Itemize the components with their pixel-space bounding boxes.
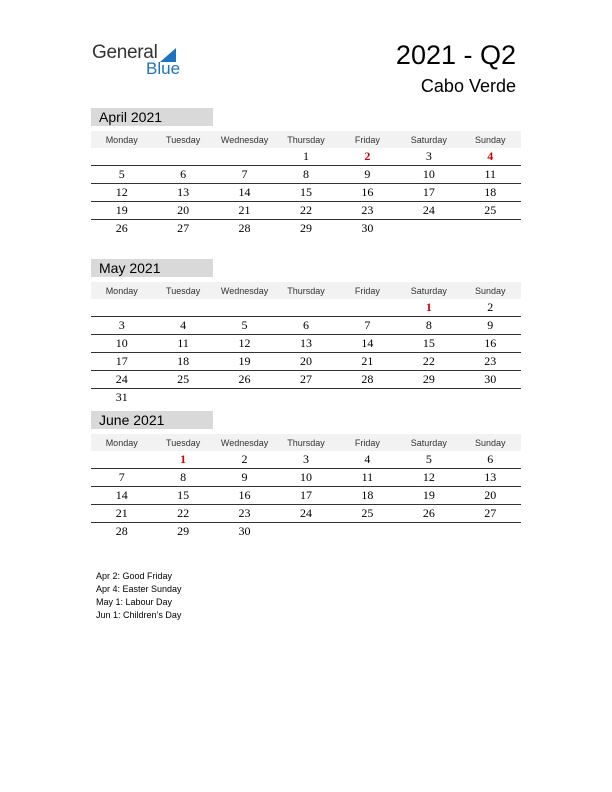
day-cell: 7 [364, 318, 371, 332]
day-cell: 9 [364, 167, 371, 181]
day-cell: 8 [302, 167, 309, 181]
day-cell: 4 [180, 318, 187, 332]
day-cell: 2 [487, 300, 494, 314]
holiday-note: May 1: Labour Day [96, 597, 173, 607]
weekday-label: Wednesday [220, 437, 269, 448]
day-cell: 16 [238, 488, 251, 502]
week-row [91, 505, 521, 523]
weekday-label: Monday [105, 134, 138, 145]
week-row [91, 353, 521, 371]
day-cell: 9 [487, 318, 494, 332]
day-cell: 26 [115, 221, 128, 235]
day-cell: 16 [361, 185, 374, 199]
day-cell: 21 [361, 354, 374, 368]
month-title: June 2021 [91, 411, 213, 429]
day-cell: 18 [177, 354, 190, 368]
week-row [91, 184, 521, 202]
day-cell: 19 [238, 354, 251, 368]
day-cell: 30 [361, 221, 374, 235]
day-cell: 30 [484, 372, 497, 386]
day-cell: 16 [484, 336, 497, 350]
weekday-header-row [91, 434, 521, 451]
week-row [91, 451, 521, 469]
weekday-label: Friday [354, 437, 380, 448]
day-cell: 27 [484, 506, 497, 520]
day-cell: 15 [422, 336, 435, 350]
weekday-header-row [91, 131, 521, 148]
weekday-label: Monday [105, 437, 138, 448]
brand-logo [92, 42, 192, 78]
day-cell: 21 [238, 203, 251, 217]
day-cell: 21 [115, 506, 128, 520]
day-cell: 14 [238, 185, 251, 199]
day-cell: 24 [422, 203, 435, 217]
day-cell: 26 [238, 372, 251, 386]
weekday-label: Wednesday [220, 285, 269, 296]
weekday-label: Friday [354, 285, 380, 296]
day-cell: 5 [425, 452, 432, 466]
logo-word-blue: Blue [146, 59, 181, 78]
week-row [91, 389, 521, 406]
week-row [91, 523, 521, 540]
day-cell: 6 [180, 167, 187, 181]
day-cell: 15 [299, 185, 312, 199]
day-cell: 8 [425, 318, 432, 332]
day-cell: 8 [180, 470, 187, 484]
day-cell: 31 [115, 390, 128, 404]
holiday-note: Jun 1: Children’s Day [96, 610, 182, 620]
day-cell: 6 [302, 318, 309, 332]
day-cell: 12 [422, 470, 435, 484]
day-cell: 11 [484, 167, 497, 181]
day-cell: 29 [299, 221, 312, 235]
holiday-day-cell: 1 [180, 452, 187, 466]
day-cell: 3 [118, 318, 125, 332]
weekday-label: Sunday [474, 134, 506, 145]
week-row [91, 220, 521, 237]
weekday-label: Tuesday [166, 134, 201, 145]
day-cell: 12 [115, 185, 128, 199]
week-row [91, 487, 521, 505]
day-cell: 27 [177, 221, 190, 235]
day-cell: 25 [484, 203, 497, 217]
day-cell: 24 [115, 372, 128, 386]
month-title: May 2021 [91, 259, 213, 277]
day-cell: 26 [422, 506, 435, 520]
holiday-day-cell: 1 [425, 300, 432, 314]
day-cell: 30 [238, 524, 251, 538]
day-cell: 15 [177, 488, 190, 502]
weekday-label: Sunday [474, 285, 506, 296]
weekday-label: Saturday [410, 134, 447, 145]
day-cell: 7 [118, 470, 125, 484]
day-cell: 13 [177, 185, 190, 199]
day-cell: 5 [241, 318, 248, 332]
day-cell: 25 [177, 372, 190, 386]
weekday-label: Saturday [410, 285, 447, 296]
week-row [91, 317, 521, 335]
day-cell: 22 [422, 354, 435, 368]
day-cell: 1 [302, 149, 309, 163]
day-cell: 5 [118, 167, 125, 181]
day-cell: 10 [299, 470, 312, 484]
day-cell: 28 [115, 524, 128, 538]
week-row [91, 202, 521, 220]
weekday-label: Tuesday [166, 437, 201, 448]
day-cell: 28 [238, 221, 251, 235]
week-row [91, 166, 521, 184]
page-title: 2021 - Q2 [395, 40, 516, 70]
day-cell: 3 [425, 149, 432, 163]
day-cell: 13 [484, 470, 497, 484]
holiday-note: Apr 2: Good Friday [96, 571, 173, 581]
day-cell: 23 [484, 354, 497, 368]
day-cell: 14 [115, 488, 128, 502]
day-cell: 20 [177, 203, 190, 217]
day-cell: 11 [177, 336, 189, 350]
weekday-label: Friday [354, 134, 380, 145]
day-cell: 14 [361, 336, 374, 350]
weekday-label: Thursday [287, 437, 325, 448]
holiday-day-cell: 2 [364, 149, 371, 163]
day-cell: 10 [422, 167, 435, 181]
month-title: April 2021 [91, 108, 213, 126]
day-cell: 29 [177, 524, 190, 538]
week-row [91, 469, 521, 487]
holiday-day-cell: 4 [487, 149, 494, 163]
weekday-header-row [91, 282, 521, 299]
logo-word-general: General [92, 42, 158, 63]
day-cell: 20 [299, 354, 312, 368]
day-cell: 28 [361, 372, 374, 386]
month-calendar [91, 259, 521, 406]
weekday-label: Sunday [474, 437, 506, 448]
week-row [91, 371, 521, 389]
day-cell: 7 [241, 167, 248, 181]
day-cell: 22 [299, 203, 312, 217]
weekday-label: Saturday [410, 437, 447, 448]
day-cell: 6 [487, 452, 494, 466]
day-cell: 13 [299, 336, 312, 350]
day-cell: 19 [115, 203, 128, 217]
day-cell: 19 [422, 488, 435, 502]
weekday-label: Tuesday [166, 285, 201, 296]
day-cell: 23 [238, 506, 251, 520]
day-cell: 18 [484, 185, 497, 199]
day-cell: 17 [422, 185, 435, 199]
day-cell: 22 [177, 506, 190, 520]
day-cell: 24 [299, 506, 312, 520]
day-cell: 10 [115, 336, 128, 350]
day-cell: 4 [364, 452, 371, 466]
day-cell: 3 [302, 452, 309, 466]
day-cell: 9 [241, 470, 248, 484]
weekday-label: Wednesday [220, 134, 269, 145]
day-cell: 23 [361, 203, 374, 217]
day-cell: 29 [422, 372, 435, 386]
day-cell: 25 [361, 506, 374, 520]
day-cell: 12 [238, 336, 251, 350]
day-cell: 2 [241, 452, 248, 466]
week-row [91, 335, 521, 353]
week-row [91, 299, 521, 317]
day-cell: 20 [484, 488, 497, 502]
day-cell: 11 [361, 470, 374, 484]
month-calendar [91, 411, 521, 540]
weekday-label: Monday [105, 285, 138, 296]
holiday-note: Apr 4: Easter Sunday [96, 584, 182, 594]
day-cell: 17 [299, 488, 312, 502]
holiday-notes [96, 570, 182, 622]
day-cell: 27 [299, 372, 312, 386]
month-calendar [91, 108, 521, 237]
country-name: Cabo Verde [420, 76, 516, 96]
weekday-label: Thursday [287, 285, 325, 296]
day-cell: 17 [115, 354, 128, 368]
weekday-label: Thursday [287, 134, 325, 145]
week-row [91, 148, 521, 166]
day-cell: 18 [361, 488, 374, 502]
